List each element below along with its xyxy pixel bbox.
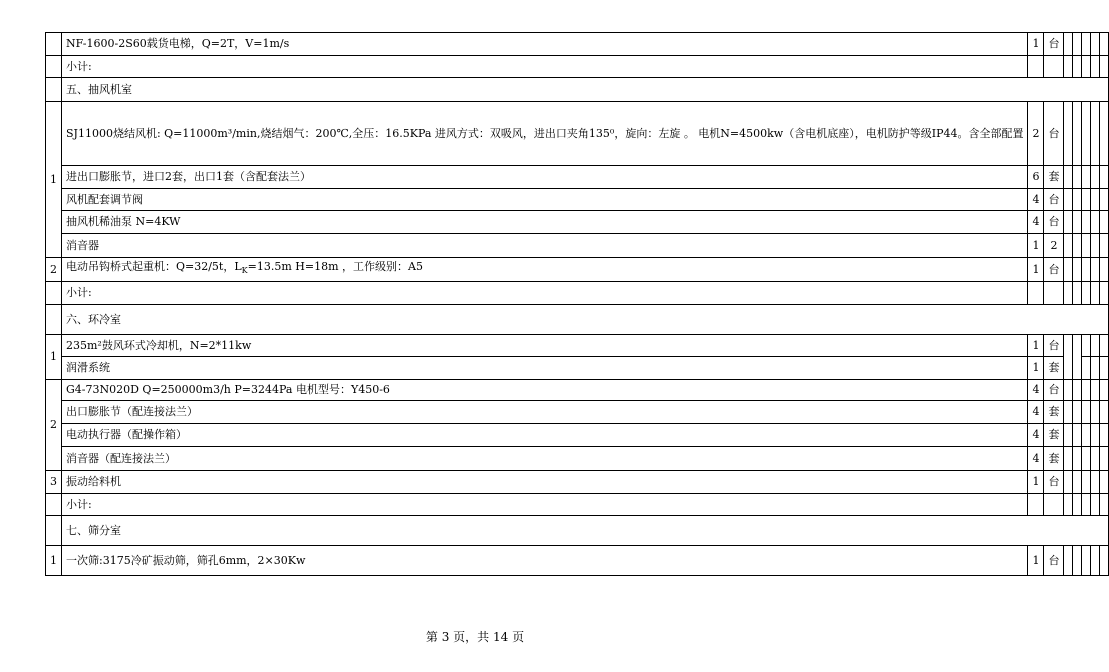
item-quantity: 1	[1028, 33, 1044, 56]
item-description: 一次筛:3175冷矿振动筛，筛孔6mm，2×30Kw	[62, 546, 1028, 576]
empty-cell	[1082, 33, 1091, 56]
empty-cell	[1073, 33, 1082, 56]
empty-cell	[1100, 33, 1109, 56]
item-quantity: 4	[1028, 380, 1044, 401]
row-number: 1	[46, 102, 62, 258]
row-number: 3	[46, 471, 62, 494]
row-number: 1	[46, 546, 62, 576]
item-description: G4-73N020D Q=250000m3/h P=3244Pa 电机型号：Y450-6	[62, 380, 1028, 401]
section-row	[46, 516, 1109, 546]
row-number: 2	[46, 380, 62, 471]
item-description: 风机配套调节阀	[62, 189, 1028, 211]
empty-cell	[1091, 33, 1100, 56]
item-description: 消音器	[62, 234, 1028, 258]
row-number: 1	[46, 335, 62, 380]
table-row	[46, 357, 1109, 380]
table-row	[46, 166, 1109, 189]
item-quantity: 1	[1028, 471, 1044, 494]
item-unit: 套	[1044, 424, 1064, 447]
equipment-table	[45, 32, 1109, 576]
item-unit: 套	[1044, 447, 1064, 471]
item-unit: 套	[1044, 357, 1064, 380]
page-footer: 第 3 页，共 14 页	[425, 630, 525, 644]
table-row	[46, 380, 1109, 401]
empty-cell	[1064, 33, 1073, 56]
item-quantity: 1	[1028, 234, 1044, 258]
item-quantity: 1	[1028, 335, 1044, 357]
item-quantity: 2	[1028, 102, 1044, 166]
item-description: NF-1600-2S60载货电梯，Q=2T，V=1m/s	[62, 33, 1028, 56]
item-quantity: 6	[1028, 166, 1044, 189]
item-unit: 台	[1044, 33, 1064, 56]
item-unit: 台	[1044, 380, 1064, 401]
table-row	[46, 546, 1109, 576]
section-title: 七、筛分室	[62, 516, 1109, 546]
subtotal-row	[46, 494, 1109, 516]
item-description: 润滑系统	[62, 357, 1028, 380]
item-description: 消音器（配连接法兰）	[62, 447, 1028, 471]
item-unit: 台	[1044, 102, 1064, 166]
subtotal-row	[46, 56, 1109, 78]
item-description: 出口膨胀节（配连接法兰）	[62, 401, 1028, 424]
row-number: 2	[46, 258, 62, 282]
item-unit: 2	[1044, 234, 1064, 258]
item-quantity: 1	[1028, 357, 1044, 380]
item-description: 振动给料机	[62, 471, 1028, 494]
item-description: 235m²鼓风环式冷却机，N=2*11kw	[62, 335, 1028, 357]
item-unit: 台	[1044, 189, 1064, 211]
section-title: 六、环冷室	[62, 305, 1109, 335]
item-quantity: 4	[1028, 424, 1044, 447]
table-row	[46, 447, 1109, 471]
section-row	[46, 305, 1109, 335]
row-number	[46, 33, 62, 56]
table-row	[46, 258, 1109, 282]
item-quantity: 1	[1028, 546, 1044, 576]
item-unit: 套	[1044, 401, 1064, 424]
table-row	[46, 189, 1109, 211]
item-quantity: 1	[1028, 258, 1044, 282]
table-row	[46, 335, 1109, 357]
item-unit: 套	[1044, 166, 1064, 189]
item-description: 进出口膨胀节，进口2套，出口1套（含配套法兰）	[62, 166, 1028, 189]
table-row	[46, 401, 1109, 424]
item-description: SJ11000烧结风机: Q=11000m³/min,烧结烟气：200℃,全压：16.5KPa 进风方式：双吸风，进出口夹角135⁰，旋向：左旋 。 电机N=4500kw（含电机底座），电机防护等级IP44。含全部配置	[62, 102, 1028, 166]
section-title: 五、抽风机室	[62, 78, 1109, 102]
table-row	[46, 424, 1109, 447]
subtotal-label: 小计:	[62, 494, 1028, 516]
item-description: 抽风机稀油泵 N=4KW	[62, 211, 1028, 234]
subtotal-row	[46, 282, 1109, 305]
table-row	[46, 102, 1109, 166]
item-quantity: 4	[1028, 211, 1044, 234]
item-unit: 台	[1044, 211, 1064, 234]
item-unit: 台	[1044, 335, 1064, 357]
item-unit: 台	[1044, 546, 1064, 576]
table-row	[46, 234, 1109, 258]
table-row	[46, 211, 1109, 234]
item-quantity: 4	[1028, 447, 1044, 471]
section-row	[46, 78, 1109, 102]
item-description: 电动吊钩桥式起重机：Q=32/5t，$L_K=13.5m$ H=18m ，工作级别：A5	[62, 258, 1028, 282]
item-description: 电动执行器（配操作箱）	[62, 424, 1028, 447]
subtotal-label: 小计:	[62, 282, 1028, 305]
subtotal-label: 小计:	[62, 56, 1028, 78]
item-unit: 台	[1044, 258, 1064, 282]
item-unit: 台	[1044, 471, 1064, 494]
table-row	[46, 471, 1109, 494]
table-row	[46, 33, 1109, 56]
item-quantity: 4	[1028, 189, 1044, 211]
item-quantity: 4	[1028, 401, 1044, 424]
